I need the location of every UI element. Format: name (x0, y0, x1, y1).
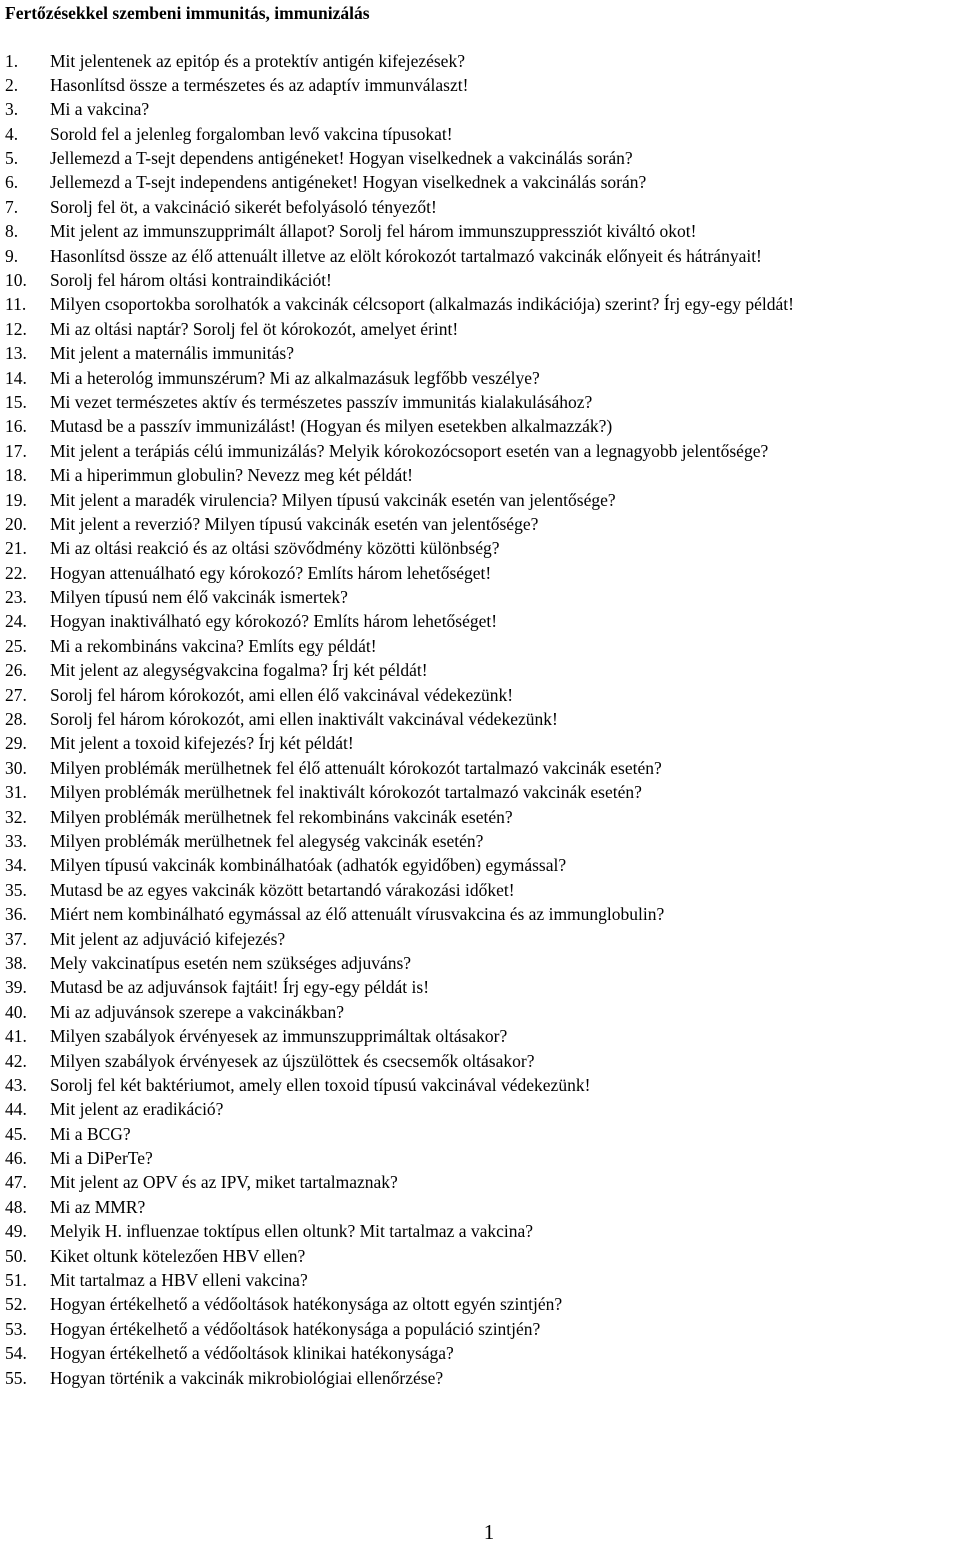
question-text: Hogyan értékelhető a védőoltások hatékonysága az oltott egyén szintjén? (50, 1294, 563, 1315)
list-item (5, 244, 794, 268)
question-number: 44. (5, 1099, 27, 1120)
question-number: 25. (5, 635, 27, 656)
question-text: Mi a hiperimmun globulin? Nevezz meg két példát! (50, 465, 414, 486)
question-text: Mi a vakcina? (50, 99, 150, 120)
list-item (5, 1049, 794, 1073)
question-number: 36. (5, 904, 27, 925)
question-number: 49. (5, 1221, 27, 1242)
question-number: 9. (5, 245, 19, 266)
question-number: 54. (5, 1343, 27, 1364)
question-text: Mit jelent az immunszupprimált állapot? Sorolj fel három immunszuppressziót kiváltó okot! (50, 221, 697, 242)
question-text: Mit jelent a toxoid kifejezés? Írj két példát! (50, 733, 354, 754)
question-number: 21. (5, 538, 27, 559)
question-text: Mi az MMR? (50, 1196, 146, 1217)
question-number: 16. (5, 416, 27, 437)
list-item (5, 1219, 794, 1243)
question-text: Sorolj fel két baktériumot, amely ellen toxoid típusú vakcinával védekezünk! (50, 1074, 591, 1095)
list-item (5, 366, 794, 390)
list-item (5, 1366, 794, 1390)
question-number: 24. (5, 611, 27, 632)
question-number: 29. (5, 733, 27, 754)
question-number: 3. (5, 99, 19, 120)
list-item (5, 975, 794, 999)
question-text: Milyen problémák merülhetnek fel inaktivált kórokozót tartalmazó vakcinák esetén? (50, 782, 642, 803)
question-text: Mit jelentenek az epitóp és a protektív antigén kifejezések? (50, 50, 465, 71)
question-text: Jellemezd a T-sejt dependens antigéneket! Hogyan viselkednek a vakcinálás során? (50, 148, 633, 169)
question-text: Mely vakcinatípus esetén nem szükséges adjuváns? (50, 952, 412, 973)
question-text: Jellemezd a T-sejt independens antigéneket! Hogyan viselkednek a vakcinálás során? (50, 172, 647, 193)
question-text: Milyen szabályok érvényesek az immunszupprimáltak oltásakor? (50, 1026, 508, 1047)
question-number: 18. (5, 465, 27, 486)
question-text: Milyen problémák merülhetnek fel alegység vakcinák esetén? (50, 831, 484, 851)
list-item (5, 951, 794, 975)
list-item (5, 170, 794, 194)
question-text: Sorold fel a jelenleg forgalomban levő vakcina típusokat! (50, 123, 453, 144)
question-text: Hasonlítsd össze az élő attenuált illetve az elölt kórokozót tartalmazó vakcinák előnyeit és hátrányait! (50, 245, 762, 266)
list-item (5, 1292, 794, 1316)
list-item (5, 268, 794, 292)
question-number: 7. (5, 196, 19, 217)
list-item (5, 805, 794, 829)
list-item (5, 219, 794, 243)
question-text: Melyik H. influenzae toktípus ellen oltunk? Mit tartalmaz a vakcina? (50, 1221, 534, 1242)
question-number: 42. (5, 1050, 27, 1071)
question-number: 34. (5, 855, 27, 876)
question-text: Milyen problémák merülhetnek fel rekombináns vakcinák esetén? (50, 806, 513, 827)
question-text: Mit jelent az OPV és az IPV, miket tartalmaznak? (50, 1172, 398, 1193)
list-item (5, 756, 794, 780)
list-item (5, 49, 794, 73)
question-number: 14. (5, 367, 27, 388)
question-number: 32. (5, 806, 27, 827)
document-title: Fertőzésekkel szembeni immunitás, immunizálás (5, 3, 370, 23)
list-item (5, 536, 794, 560)
question-number: 5. (5, 148, 19, 169)
question-number: 46. (5, 1148, 27, 1169)
list-item (5, 439, 794, 463)
question-number: 22. (5, 562, 27, 583)
list-item (5, 1024, 794, 1048)
question-text: Sorolj fel három kórokozót, ami ellen inaktivált vakcinával védekezünk! (50, 709, 558, 730)
question-text: Mit jelent a maradék virulencia? Milyen típusú vakcinák esetén van jelentősége? (50, 489, 616, 510)
question-number: 53. (5, 1318, 27, 1339)
question-text: Mit jelent az alegységvakcina fogalma? Írj két példát! (50, 660, 428, 681)
question-number: 6. (5, 172, 19, 193)
question-number: 30. (5, 757, 27, 778)
question-text: Hasonlítsd össze a természetes és az adaptív immunválaszt! (50, 74, 469, 95)
list-item (5, 1146, 794, 1170)
list-item (5, 561, 794, 585)
question-number: 37. (5, 928, 27, 949)
question-text: Mit jelent a reverzió? Milyen típusú vakcinák esetén van jelentősége? (50, 513, 539, 534)
list-item (5, 1195, 794, 1219)
list-item (5, 927, 794, 951)
list-item (5, 829, 794, 853)
question-text: Hogyan attenuálható egy kórokozó? Említs három lehetőséget! (50, 562, 492, 583)
question-text: Mi az oltási reakció és az oltási szövődmény közötti különbség? (50, 538, 500, 559)
list-item (5, 97, 794, 121)
question-number: 10. (5, 270, 27, 291)
question-number: 26. (5, 660, 27, 681)
question-number: 20. (5, 513, 27, 534)
question-number: 1. (5, 50, 19, 71)
list-item (5, 292, 794, 316)
page-number: 1 (483, 1520, 495, 1544)
list-item (5, 1097, 794, 1121)
question-number: 38. (5, 952, 27, 973)
question-number: 12. (5, 318, 27, 339)
list-item (5, 1244, 794, 1268)
question-text: Mit jelent az adjuváció kifejezés? (50, 928, 286, 949)
question-number: 41. (5, 1026, 27, 1047)
question-list (5, 49, 794, 1390)
question-text: Sorolj fel három kórokozót, ami ellen élő vakcinával védekezünk! (50, 684, 514, 705)
question-text: Milyen típusú vakcinák kombinálhatóak (adhatók egyidőben) egymással? (50, 855, 567, 876)
list-item (5, 683, 794, 707)
question-number: 51. (5, 1270, 27, 1291)
list-item (5, 1073, 794, 1097)
list-item (5, 707, 794, 731)
question-text: Mutasd be az egyes vakcinák között betartandó várakozási időket! (50, 879, 515, 900)
question-number: 33. (5, 831, 27, 851)
list-item (5, 341, 794, 365)
question-number: 48. (5, 1196, 27, 1217)
list-item (5, 731, 794, 755)
list-item (5, 634, 794, 658)
question-number: 28. (5, 709, 27, 730)
question-text: Mi az oltási naptár? Sorolj fel öt kórokozót, amelyet érint! (50, 318, 459, 339)
question-number: 4. (5, 123, 19, 144)
question-text: Mit jelent a terápiás célú immunizálás? Melyik kórokozócsoport esetén van a legnagyobb jelentősége? (50, 440, 769, 461)
list-item (5, 488, 794, 512)
list-item (5, 122, 794, 146)
list-item (5, 146, 794, 170)
list-item (5, 1122, 794, 1146)
question-number: 35. (5, 879, 27, 900)
question-text: Mi vezet természetes aktív és természetes passzív immunitás kialakulásához? (50, 391, 593, 412)
question-text: Hogyan történik a vakcinák mikrobiológiai ellenőrzése? (50, 1367, 444, 1388)
question-text: Milyen szabályok érvényesek az újszülöttek és csecsemők oltásakor? (50, 1050, 535, 1071)
question-text: Mutasd be a passzív immunizálást! (Hogyan és milyen esetekben alkalmazzák?) (50, 416, 613, 437)
question-text: Milyen problémák merülhetnek fel élő attenuált kórokozót tartalmazó vakcinák esetén? (50, 757, 662, 778)
list-item (5, 1000, 794, 1024)
list-item (5, 658, 794, 682)
list-item (5, 390, 794, 414)
list-item (5, 878, 794, 902)
question-text: Mit jelent az eradikáció? (50, 1099, 224, 1120)
question-number: 50. (5, 1245, 27, 1266)
list-item (5, 585, 794, 609)
question-text: Sorolj fel öt, a vakcináció sikerét befolyásoló tényezőt! (50, 196, 437, 217)
list-item (5, 463, 794, 487)
question-text: Mi az adjuvánsok szerepe a vakcinákban? (50, 1001, 344, 1022)
question-number: 31. (5, 782, 27, 803)
list-item (5, 1268, 794, 1292)
question-number: 19. (5, 489, 27, 510)
question-number: 13. (5, 343, 27, 364)
question-text: Hogyan értékelhető a védőoltások hatékonysága a populáció szintjén? (50, 1318, 541, 1339)
question-text: Milyen csoportokba sorolhatók a vakcinák célcsoport (alkalmazás indikációja) szerint? Írj egy-egy példát! (50, 294, 794, 315)
question-text: Mi a BCG? (50, 1123, 131, 1144)
list-item (5, 1170, 794, 1194)
list-item (5, 609, 794, 633)
question-text: Mi a heterológ immunszérum? Mi az alkalmazásuk legfőbb veszélye? (50, 367, 540, 388)
question-text: Miért nem kombinálható egymással az élő attenuált vírusvakcina és az immunglobulin? (50, 904, 665, 925)
question-number: 55. (5, 1367, 27, 1388)
question-text: Hogyan értékelhető a védőoltások klinikai hatékonysága? (50, 1343, 454, 1364)
question-text: Mit tartalmaz a HBV elleni vakcina? (50, 1270, 308, 1291)
question-text: Sorolj fel három oltási kontraindikációt! (50, 270, 332, 291)
question-text: Mutasd be az adjuvánsok fajtáit! Írj egy-egy példát is! (50, 977, 430, 998)
list-item (5, 780, 794, 804)
list-item (5, 195, 794, 219)
list-item (5, 1341, 794, 1365)
question-number: 2. (5, 74, 19, 95)
list-item (5, 512, 794, 536)
question-number: 52. (5, 1294, 27, 1315)
question-number: 47. (5, 1172, 27, 1193)
question-number: 40. (5, 1001, 27, 1022)
list-item (5, 902, 794, 926)
question-text: Mit jelent a maternális immunitás? (50, 343, 294, 364)
question-text: Hogyan inaktiválható egy kórokozó? Említs három lehetőséget! (50, 611, 498, 632)
question-number: 15. (5, 391, 27, 412)
question-text: Milyen típusú nem élő vakcinák ismertek? (50, 587, 348, 608)
list-item (5, 414, 794, 438)
question-number: 8. (5, 221, 19, 242)
list-item (5, 73, 794, 97)
question-text: Kiket oltunk kötelezően HBV ellen? (50, 1245, 306, 1266)
question-number: 43. (5, 1074, 27, 1095)
question-number: 11. (5, 294, 27, 315)
list-item (5, 317, 794, 341)
list-item (5, 853, 794, 877)
question-number: 23. (5, 587, 27, 608)
question-text: Mi a DiPerTe? (50, 1148, 153, 1169)
question-number: 39. (5, 977, 27, 998)
question-number: 17. (5, 440, 27, 461)
question-number: 27. (5, 684, 27, 705)
question-number: 45. (5, 1123, 27, 1144)
list-item (5, 1317, 794, 1341)
question-text: Mi a rekombináns vakcina? Említs egy példát! (50, 635, 377, 656)
